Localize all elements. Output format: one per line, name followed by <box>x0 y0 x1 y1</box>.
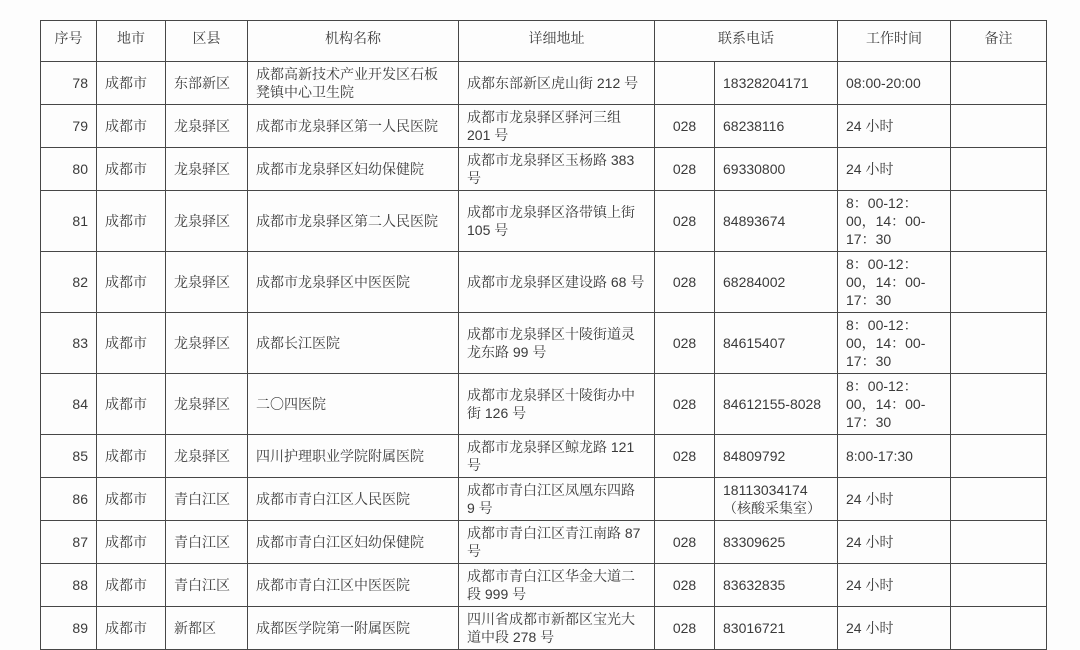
cell-hours: 24 小时 <box>838 105 951 148</box>
cell-address: 成都市青白江区凤凰东四路 9 号 <box>459 478 655 521</box>
cell-remark <box>951 478 1047 521</box>
cell-name: 成都市龙泉驿区第二人民医院 <box>248 191 459 252</box>
cell-index: 86 <box>41 478 97 521</box>
cell-area-code: 028 <box>655 191 715 252</box>
table-row <box>41 564 1047 607</box>
cell-address: 成都市龙泉驿区鲸龙路 121 号 <box>459 435 655 478</box>
cell-phone: 68238116 <box>715 105 838 148</box>
cell-name: 成都市青白江区人民医院 <box>248 478 459 521</box>
cell-area-code: 028 <box>655 252 715 313</box>
cell-phone: 83632835 <box>715 564 838 607</box>
cell-index: 85 <box>41 435 97 478</box>
cell-hours: 8：00-12：00，14：00-17：30 <box>838 191 951 252</box>
cell-hours: 8：00-12：00，14：00-17：30 <box>838 374 951 435</box>
cell-district: 龙泉驿区 <box>166 313 248 374</box>
cell-hours: 24 小时 <box>838 607 951 650</box>
cell-hours: 8：00-12：00，14：00-17：30 <box>838 252 951 313</box>
cell-city: 成都市 <box>97 148 166 191</box>
cell-address: 成都市青白江区青江南路 87 号 <box>459 521 655 564</box>
cell-index: 80 <box>41 148 97 191</box>
cell-city: 成都市 <box>97 252 166 313</box>
cell-district: 龙泉驿区 <box>166 435 248 478</box>
cell-address: 成都市龙泉驿区玉杨路 383 号 <box>459 148 655 191</box>
cell-index: 83 <box>41 313 97 374</box>
hospital-table <box>40 20 1047 650</box>
cell-address: 四川省成都市新都区宝光大道中段 278 号 <box>459 607 655 650</box>
cell-city: 成都市 <box>97 521 166 564</box>
table-body <box>41 62 1047 650</box>
cell-remark <box>951 435 1047 478</box>
cell-index: 78 <box>41 62 97 105</box>
cell-address: 成都东部新区虎山街 212 号 <box>459 62 655 105</box>
cell-hours: 8:00-17:30 <box>838 435 951 478</box>
cell-phone: 84612155-8028 <box>715 374 838 435</box>
col-header-district: 区县 <box>166 21 248 62</box>
cell-area-code: 028 <box>655 148 715 191</box>
cell-hours: 24 小时 <box>838 148 951 191</box>
cell-area-code: 028 <box>655 607 715 650</box>
col-header-remark: 备注 <box>951 21 1047 62</box>
cell-phone: 18328204171 <box>715 62 838 105</box>
cell-district: 龙泉驿区 <box>166 148 248 191</box>
cell-district: 青白江区 <box>166 521 248 564</box>
cell-phone: 84809792 <box>715 435 838 478</box>
cell-remark <box>951 252 1047 313</box>
cell-area-code: 028 <box>655 435 715 478</box>
cell-name: 四川护理职业学院附属医院 <box>248 435 459 478</box>
cell-name: 成都市龙泉驿区中医医院 <box>248 252 459 313</box>
cell-hours: 24 小时 <box>838 521 951 564</box>
cell-name: 成都市青白江区妇幼保健院 <box>248 521 459 564</box>
cell-district: 龙泉驿区 <box>166 191 248 252</box>
cell-name: 成都高新技术产业开发区石板凳镇中心卫生院 <box>248 62 459 105</box>
cell-phone: 68284002 <box>715 252 838 313</box>
cell-index: 82 <box>41 252 97 313</box>
cell-district: 龙泉驿区 <box>166 374 248 435</box>
cell-phone: 84615407 <box>715 313 838 374</box>
col-header-address: 详细地址 <box>459 21 655 62</box>
cell-name: 成都市龙泉驿区妇幼保健院 <box>248 148 459 191</box>
table-row <box>41 374 1047 435</box>
cell-city: 成都市 <box>97 313 166 374</box>
cell-district: 青白江区 <box>166 478 248 521</box>
header-row <box>41 21 1047 62</box>
cell-area-code: 028 <box>655 313 715 374</box>
cell-remark <box>951 148 1047 191</box>
table-row <box>41 148 1047 191</box>
cell-address: 成都市龙泉驿区十陵街办中街 126 号 <box>459 374 655 435</box>
cell-district: 龙泉驿区 <box>166 105 248 148</box>
cell-address: 成都市龙泉驿区洛带镇上街 105 号 <box>459 191 655 252</box>
cell-remark <box>951 105 1047 148</box>
cell-remark <box>951 521 1047 564</box>
cell-index: 87 <box>41 521 97 564</box>
table-row <box>41 105 1047 148</box>
cell-phone: 83309625 <box>715 521 838 564</box>
cell-area-code: 028 <box>655 521 715 564</box>
cell-city: 成都市 <box>97 191 166 252</box>
col-header-index: 序号 <box>41 21 97 62</box>
table-row <box>41 191 1047 252</box>
table-row <box>41 521 1047 564</box>
col-header-city: 地市 <box>97 21 166 62</box>
cell-name: 成都医学院第一附属医院 <box>248 607 459 650</box>
cell-district: 新都区 <box>166 607 248 650</box>
cell-remark <box>951 62 1047 105</box>
cell-city: 成都市 <box>97 435 166 478</box>
table-row <box>41 478 1047 521</box>
cell-district: 东部新区 <box>166 62 248 105</box>
cell-remark <box>951 564 1047 607</box>
cell-hours: 24 小时 <box>838 564 951 607</box>
cell-phone: 84893674 <box>715 191 838 252</box>
cell-district: 青白江区 <box>166 564 248 607</box>
cell-name: 成都长江医院 <box>248 313 459 374</box>
col-header-name: 机构名称 <box>248 21 459 62</box>
cell-index: 81 <box>41 191 97 252</box>
cell-phone: 83016721 <box>715 607 838 650</box>
cell-city: 成都市 <box>97 62 166 105</box>
table-row <box>41 62 1047 105</box>
cell-remark <box>951 607 1047 650</box>
cell-hours: 24 小时 <box>838 478 951 521</box>
cell-remark <box>951 191 1047 252</box>
cell-area-code: 028 <box>655 374 715 435</box>
cell-city: 成都市 <box>97 478 166 521</box>
cell-address: 成都市青白江区华金大道二段 999 号 <box>459 564 655 607</box>
cell-city: 成都市 <box>97 564 166 607</box>
cell-phone: 18113034174（核酸采集室） <box>715 478 838 521</box>
cell-city: 成都市 <box>97 607 166 650</box>
cell-district: 龙泉驿区 <box>166 252 248 313</box>
cell-address: 成都市龙泉驿区驿河三组 201 号 <box>459 105 655 148</box>
cell-area-code: 028 <box>655 564 715 607</box>
cell-area-code: 028 <box>655 105 715 148</box>
table-row <box>41 313 1047 374</box>
table-row <box>41 435 1047 478</box>
cell-city: 成都市 <box>97 105 166 148</box>
cell-remark <box>951 374 1047 435</box>
cell-name: 二〇四医院 <box>248 374 459 435</box>
cell-remark <box>951 313 1047 374</box>
cell-hours: 8：00-12：00，14：00-17：30 <box>838 313 951 374</box>
cell-index: 88 <box>41 564 97 607</box>
cell-address: 成都市龙泉驿区十陵街道灵龙东路 99 号 <box>459 313 655 374</box>
cell-phone: 69330800 <box>715 148 838 191</box>
table-row <box>41 607 1047 650</box>
cell-name: 成都市青白江区中医医院 <box>248 564 459 607</box>
col-header-hours: 工作时间 <box>838 21 951 62</box>
cell-area-code <box>655 62 715 105</box>
cell-address: 成都市龙泉驿区建设路 68 号 <box>459 252 655 313</box>
col-header-phone: 联系电话 <box>655 21 838 62</box>
cell-index: 89 <box>41 607 97 650</box>
cell-name: 成都市龙泉驿区第一人民医院 <box>248 105 459 148</box>
cell-city: 成都市 <box>97 374 166 435</box>
cell-hours: 08:00-20:00 <box>838 62 951 105</box>
cell-index: 84 <box>41 374 97 435</box>
table-row <box>41 252 1047 313</box>
cell-area-code <box>655 478 715 521</box>
cell-index: 79 <box>41 105 97 148</box>
